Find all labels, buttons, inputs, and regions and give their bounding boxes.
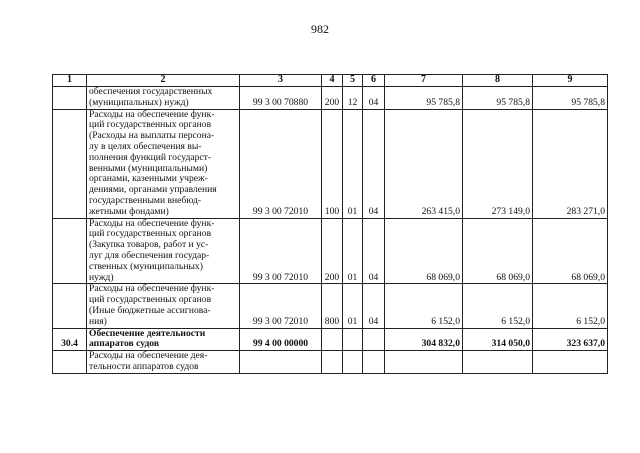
description-cell [87, 87, 240, 110]
subsection-cell [363, 351, 385, 374]
subsection-cell: 04 [363, 109, 385, 218]
description-cell [87, 328, 240, 351]
amount-year3-cell: 95 785,8 [533, 87, 608, 110]
amount-year1-cell [385, 351, 463, 374]
column-header: 8 [463, 75, 533, 87]
description-line: нужд) [89, 271, 114, 283]
target-code-cell: 99 3 00 72010 [240, 218, 322, 284]
description-line: ций государственных органов [89, 228, 212, 240]
row-number-cell [53, 109, 87, 218]
section-cell: 01 [343, 109, 363, 218]
target-code-cell: 99 3 00 70880 [240, 87, 322, 110]
page-number: 982 [311, 22, 329, 36]
target-code-cell: 99 3 00 72010 [240, 109, 322, 218]
description-line: лу в целях обеспечения вы- [89, 140, 202, 152]
description-line: Расходы на обеспечение функ- [89, 217, 215, 229]
expense-type-cell: 100 [322, 109, 343, 218]
subsection-cell [363, 328, 385, 351]
description-line: Расходы на обеспечение функ- [89, 283, 215, 295]
description-line: (Расходы на выплаты персона- [89, 130, 215, 142]
amount-year1-cell: 6 152,0 [385, 284, 463, 328]
table-row [53, 87, 608, 110]
description-line: ственных (муниципальных) [89, 260, 203, 272]
amount-year3-cell: 68 069,0 [533, 218, 608, 284]
description-cell [87, 284, 240, 328]
column-header: 4 [322, 75, 343, 87]
description-line: ций государственных органов [89, 119, 212, 131]
description-line: Обеспечение деятельности [89, 327, 206, 339]
section-cell: 01 [343, 284, 363, 328]
amount-year3-cell: 323 637,0 [533, 328, 608, 351]
row-number-cell [53, 351, 87, 374]
table-row [53, 109, 608, 218]
section-cell: 12 [343, 87, 363, 110]
table-row [53, 284, 608, 328]
column-header: 9 [533, 75, 608, 87]
description-cell [87, 218, 240, 284]
description-line: Расходы на обеспечение дея- [89, 350, 208, 362]
expense-type-cell [322, 351, 343, 374]
column-header: 7 [385, 75, 463, 87]
amount-year2-cell: 95 785,8 [463, 87, 533, 110]
table-row [53, 351, 608, 374]
description-line: государственными внебюд- [89, 194, 202, 206]
description-cell [87, 109, 240, 218]
column-header: 2 [87, 75, 240, 87]
amount-year3-cell: 283 271,0 [533, 109, 608, 218]
description-line: венными (муниципальными) [89, 162, 208, 174]
amount-year2-cell: 68 069,0 [463, 218, 533, 284]
description-line: аппаратов судов [89, 338, 160, 350]
budget-table [52, 74, 608, 374]
expense-type-cell: 800 [322, 284, 343, 328]
section-cell [343, 328, 363, 351]
column-header: 3 [240, 75, 322, 87]
description-cell [87, 351, 240, 374]
description-line: тельности аппаратов судов [89, 360, 199, 372]
target-code-cell [240, 351, 322, 374]
row-number-cell [53, 87, 87, 110]
target-code-cell: 99 4 00 00000 [240, 328, 322, 351]
section-cell: 01 [343, 218, 363, 284]
description-line: обеспечения государственных [89, 86, 213, 97]
column-header: 1 [53, 75, 87, 87]
description-line: ния) [89, 315, 107, 327]
subsection-cell: 04 [363, 87, 385, 110]
amount-year2-cell [463, 351, 533, 374]
description-line: луг для обеспечения государ- [89, 249, 210, 261]
column-header: 5 [343, 75, 363, 87]
expense-type-cell: 200 [322, 218, 343, 284]
amount-year2-cell: 314 050,0 [463, 328, 533, 351]
amount-year3-cell: 6 152,0 [533, 284, 608, 328]
description-line: жетными фондами) [89, 205, 169, 217]
amount-year1-cell: 263 415,0 [385, 109, 463, 218]
amount-year2-cell: 273 149,0 [463, 109, 533, 218]
table-row [53, 218, 608, 284]
description-line: (муниципальных) нужд) [89, 96, 189, 108]
amount-year3-cell [533, 351, 608, 374]
expense-type-cell [322, 328, 343, 351]
table-row [53, 328, 608, 351]
amount-year1-cell: 68 069,0 [385, 218, 463, 284]
description-line: ций государственных органов [89, 294, 212, 306]
row-number-cell: 30.4 [53, 328, 87, 351]
column-header: 6 [363, 75, 385, 87]
section-cell [343, 351, 363, 374]
target-code-cell: 99 3 00 72010 [240, 284, 322, 328]
subsection-cell: 04 [363, 284, 385, 328]
row-number-cell [53, 218, 87, 284]
amount-year2-cell: 6 152,0 [463, 284, 533, 328]
description-line: (Иные бюджетные ассигнова- [89, 304, 211, 316]
description-line: Расходы на обеспечение функ- [89, 108, 215, 120]
description-line: (Закупка товаров, работ и ус- [89, 239, 209, 251]
subsection-cell: 04 [363, 218, 385, 284]
amount-year1-cell: 95 785,8 [385, 87, 463, 110]
expense-type-cell: 200 [322, 87, 343, 110]
amount-year1-cell: 304 832,0 [385, 328, 463, 351]
description-line: органами, казенными учреж- [89, 173, 208, 185]
header-row [53, 75, 608, 87]
table-body [53, 87, 608, 374]
description-line: полнения функций государст- [89, 151, 212, 163]
row-number-cell [53, 284, 87, 328]
description-line: дениями, органами управления [89, 184, 217, 196]
